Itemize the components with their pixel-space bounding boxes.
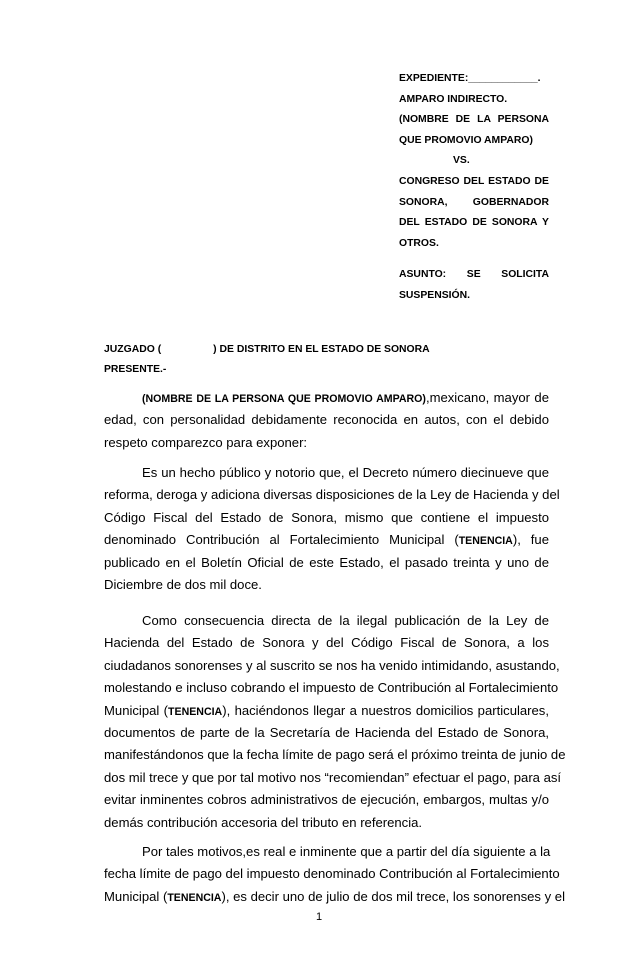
versus-line: VS. xyxy=(453,155,470,167)
subject-line-2: SUSPENSIÓN. xyxy=(399,289,471,301)
p3-line-7: manifestándonos que la fecha límite de pago será el próximo treinta de junio de xyxy=(104,747,566,763)
p3-line-9: evitar inminentes cobros administrativos de ejecución, embargos, multas y/o xyxy=(104,792,549,808)
expediente-line: EXPEDIENTE:____________. xyxy=(399,73,541,84)
p3-line-8: dos mil trece y que por tal motivo nos “recomiendan” efectuar el pago, para así xyxy=(104,769,562,785)
p2-line-2: reforma, deroga y adiciona diversas disposiciones de la Ley de Hacienda y del xyxy=(104,487,560,503)
amparo-line: AMPARO INDIRECTO. xyxy=(399,93,508,105)
p3-line-4: molestando e incluso cobrando el impuesto de Contribución al Fortalecimiento xyxy=(104,680,559,696)
promovente-line-1: (NOMBRE DE LA PERSONA xyxy=(399,114,549,126)
authority-line-1: CONGRESO DEL ESTADO DE xyxy=(399,175,549,187)
p4-line-3: Municipal (TENENCIA), es decir uno de julio de dos mil trece, los sonorenses y el xyxy=(104,888,565,904)
p2-line-5: publicado en el Boletín Oficial de este Estado, el pasado treinta y uno de xyxy=(104,554,549,570)
court-line xyxy=(104,344,430,355)
paragraph-3 xyxy=(104,610,566,834)
p4-line-1: Por tales motivos,es real e inminente que a partir del día siguiente a la xyxy=(142,844,551,859)
presente-line: PRESENTE.- xyxy=(104,364,167,375)
p1-line-2: edad, con personalidad debidamente reconocida en autos, con el debido xyxy=(104,412,549,428)
paragraph-2 xyxy=(104,462,560,596)
case-header xyxy=(399,69,549,254)
p2-line-1: Es un hecho público y notorio que, el Decreto número diecinueve que xyxy=(142,465,549,480)
p2-line-3: Código Fiscal del Estado de Sonora, mismo que contiene el impuesto xyxy=(104,509,549,525)
court-open: JUZGADO ( xyxy=(104,344,162,355)
authority-line-3: DEL ESTADO DE SONORA Y xyxy=(399,217,549,229)
authority-line-4: OTROS. xyxy=(399,237,439,249)
p3-line-6: documentos de parte de la Secretaría de Hacienda del Estado de Sonora, xyxy=(104,724,549,740)
p3-line-2: Hacienda del Estado de Sonora y del Código Fiscal de Sonora, a los xyxy=(104,635,549,651)
subject-block xyxy=(399,265,549,306)
p3-line-5: Municipal (TENENCIA), haciéndonos llegar a nuestros domicilios particulares, xyxy=(104,702,549,718)
p1-line-3: respeto comparezco para exponer: xyxy=(104,434,308,450)
authority-line-2: SONORA, GOBERNADOR xyxy=(399,196,549,208)
promovente-line-2: QUE PROMOVIO AMPARO) xyxy=(399,134,533,146)
p2-line-6: Diciembre de dos mil doce. xyxy=(104,576,262,592)
p1-line-1: (NOMBRE DE LA PERSONA QUE PROMOVIO AMPARO),mexicano, mayor de xyxy=(142,390,549,405)
subject-line-1: ASUNTO: SE SOLICITA xyxy=(399,269,549,280)
p2-line-4: denominado Contribución al Fortalecimiento Municipal (TENENCIA), fue xyxy=(104,532,549,548)
paragraph-4 xyxy=(104,841,565,908)
p3-line-10: demás contribución accesoria del tributo en referencia. xyxy=(104,814,423,830)
paragraph-1 xyxy=(104,387,549,454)
page-number: 1 xyxy=(315,911,323,923)
p4-line-2: fecha límite de pago del impuesto denominado Contribución al Fortalecimiento xyxy=(104,866,560,882)
p3-line-3: ciudadanos sonorenses y al suscrito se nos ha venido intimidando, asustando, xyxy=(104,657,560,673)
court-rest: ) DE DISTRITO EN EL ESTADO DE SONORA xyxy=(213,344,430,355)
p3-line-1: Como consecuencia directa de la ilegal publicación de la Ley de xyxy=(142,613,549,628)
